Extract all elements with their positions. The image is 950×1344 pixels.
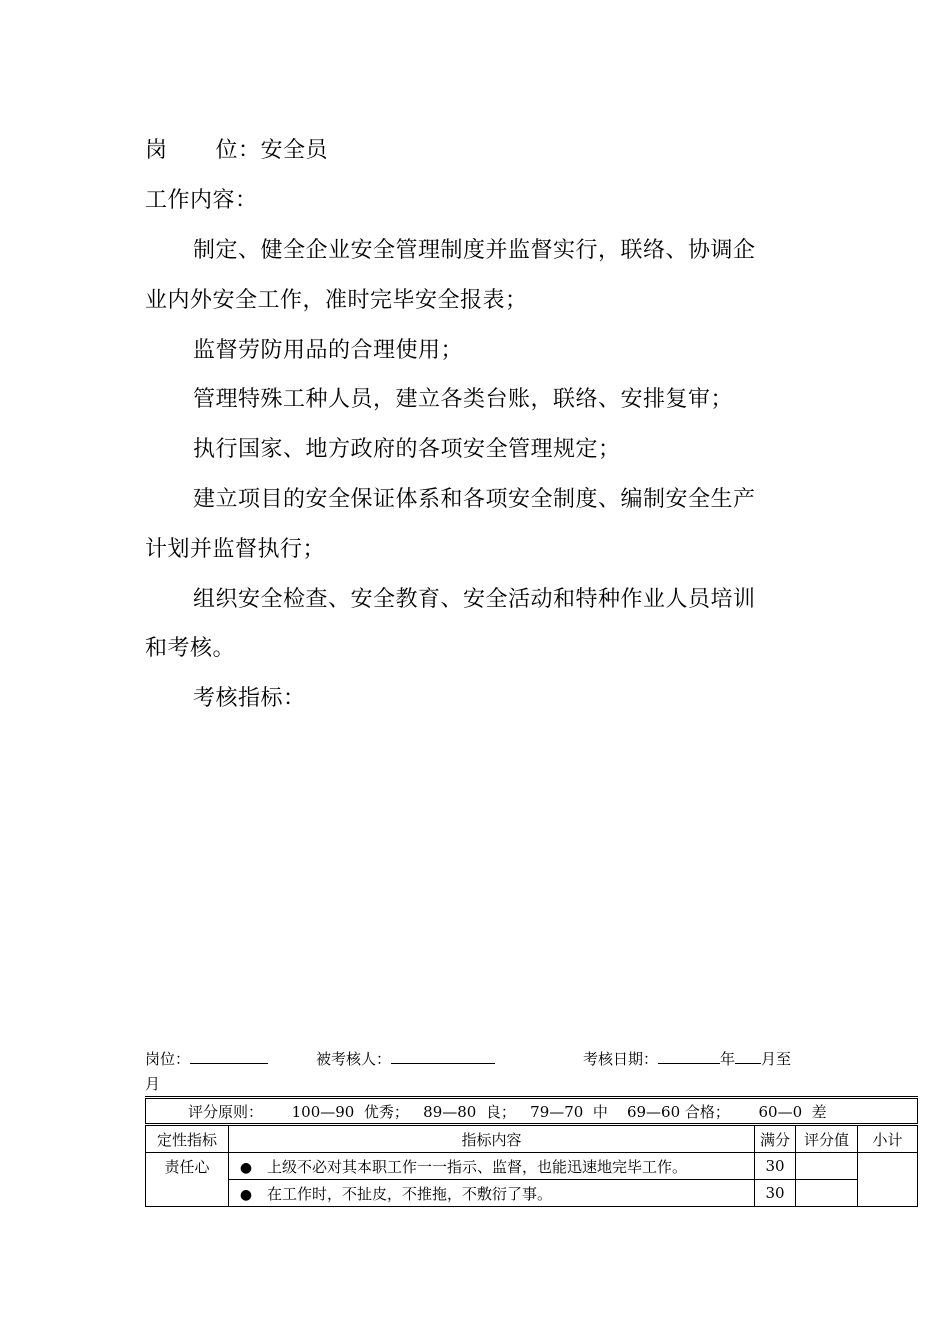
form-post-field	[145, 1049, 268, 1069]
subtotal-cell[interactable]	[858, 1153, 918, 1207]
table-row	[146, 1180, 918, 1207]
duty-1-line-2: 业内外安全工作，准时完毕安全报表；	[145, 288, 528, 313]
post-value: 安全员	[260, 138, 329, 163]
bullet-icon: ●	[239, 1186, 253, 1203]
header-content: 指标内容	[229, 1125, 755, 1153]
table-row	[146, 1153, 918, 1180]
score-cell[interactable]	[796, 1153, 858, 1180]
scoring-principle-row	[146, 1098, 918, 1125]
form-month-blank[interactable]	[735, 1049, 761, 1064]
duty-5-line-1: 建立项目的安全保证体系和各项安全制度、编制安全生产	[193, 487, 756, 512]
post-label-b: 位：	[215, 138, 261, 163]
scoring-principle: 评分原则： 100—90 优秀； 89—80 良； 79—70 中 69—60 合格； 60—0 差	[146, 1098, 918, 1125]
form-post-blank[interactable]	[190, 1049, 268, 1064]
form-month-to-label: 月至	[761, 1050, 792, 1068]
header-score: 评分值	[796, 1125, 858, 1153]
form-year-blank[interactable]	[658, 1049, 720, 1064]
full-score-cell: 30	[755, 1180, 796, 1207]
form-assessee-field	[316, 1049, 495, 1069]
form-assessee-label: 被考核人：	[316, 1050, 392, 1068]
duty-4: 执行国家、地方政府的各项安全管理规定；	[193, 437, 621, 462]
header-subtotal: 小计	[858, 1125, 918, 1153]
table-header-row	[146, 1125, 918, 1153]
duty-2: 监督劳防用品的合理使用；	[193, 338, 464, 363]
duty-1-line-1: 制定、健全企业安全管理制度并监督实行，联络、协调企	[193, 238, 756, 263]
duty-5-line-2: 计划并监督执行；	[145, 537, 326, 562]
duty-3: 管理特殊工种人员，建立各类台账，联络、安排复审；	[193, 387, 734, 412]
form-year-label: 年	[720, 1050, 736, 1068]
post-label-a: 岗	[145, 138, 168, 163]
bullet-icon: ●	[239, 1159, 253, 1176]
indicator-cell	[229, 1180, 755, 1207]
evaluation-table	[145, 1096, 918, 1207]
full-score-cell: 30	[755, 1153, 796, 1180]
score-cell[interactable]	[796, 1180, 858, 1207]
duty-6-line-2: 和考核。	[145, 636, 236, 661]
form-month-label: 月	[145, 1075, 161, 1093]
form-assessee-blank[interactable]	[391, 1049, 495, 1064]
form-post-label: 岗位：	[145, 1050, 191, 1068]
indicator-cell	[229, 1153, 755, 1180]
duty-6-line-1: 组织安全检查、安全教育、安全活动和特种作业人员培训	[193, 587, 756, 612]
header-full: 满分	[755, 1125, 796, 1153]
indicator-text: 在工作时，不扯皮，不推拖，不敷衍了事。	[267, 1184, 553, 1203]
post-line	[145, 136, 328, 166]
work-content-heading: 工作内容：	[145, 188, 258, 213]
category-cell: 责任心	[146, 1153, 229, 1207]
header-qualitative: 定性指标	[146, 1125, 229, 1153]
form-date-field	[583, 1049, 791, 1069]
indicators-heading: 考核指标：	[193, 686, 306, 711]
indicator-text: 上级不必对其本职工作一一指示、监督，也能迅速地完毕工作。	[267, 1157, 688, 1176]
form-date-label: 考核日期：	[583, 1050, 659, 1068]
